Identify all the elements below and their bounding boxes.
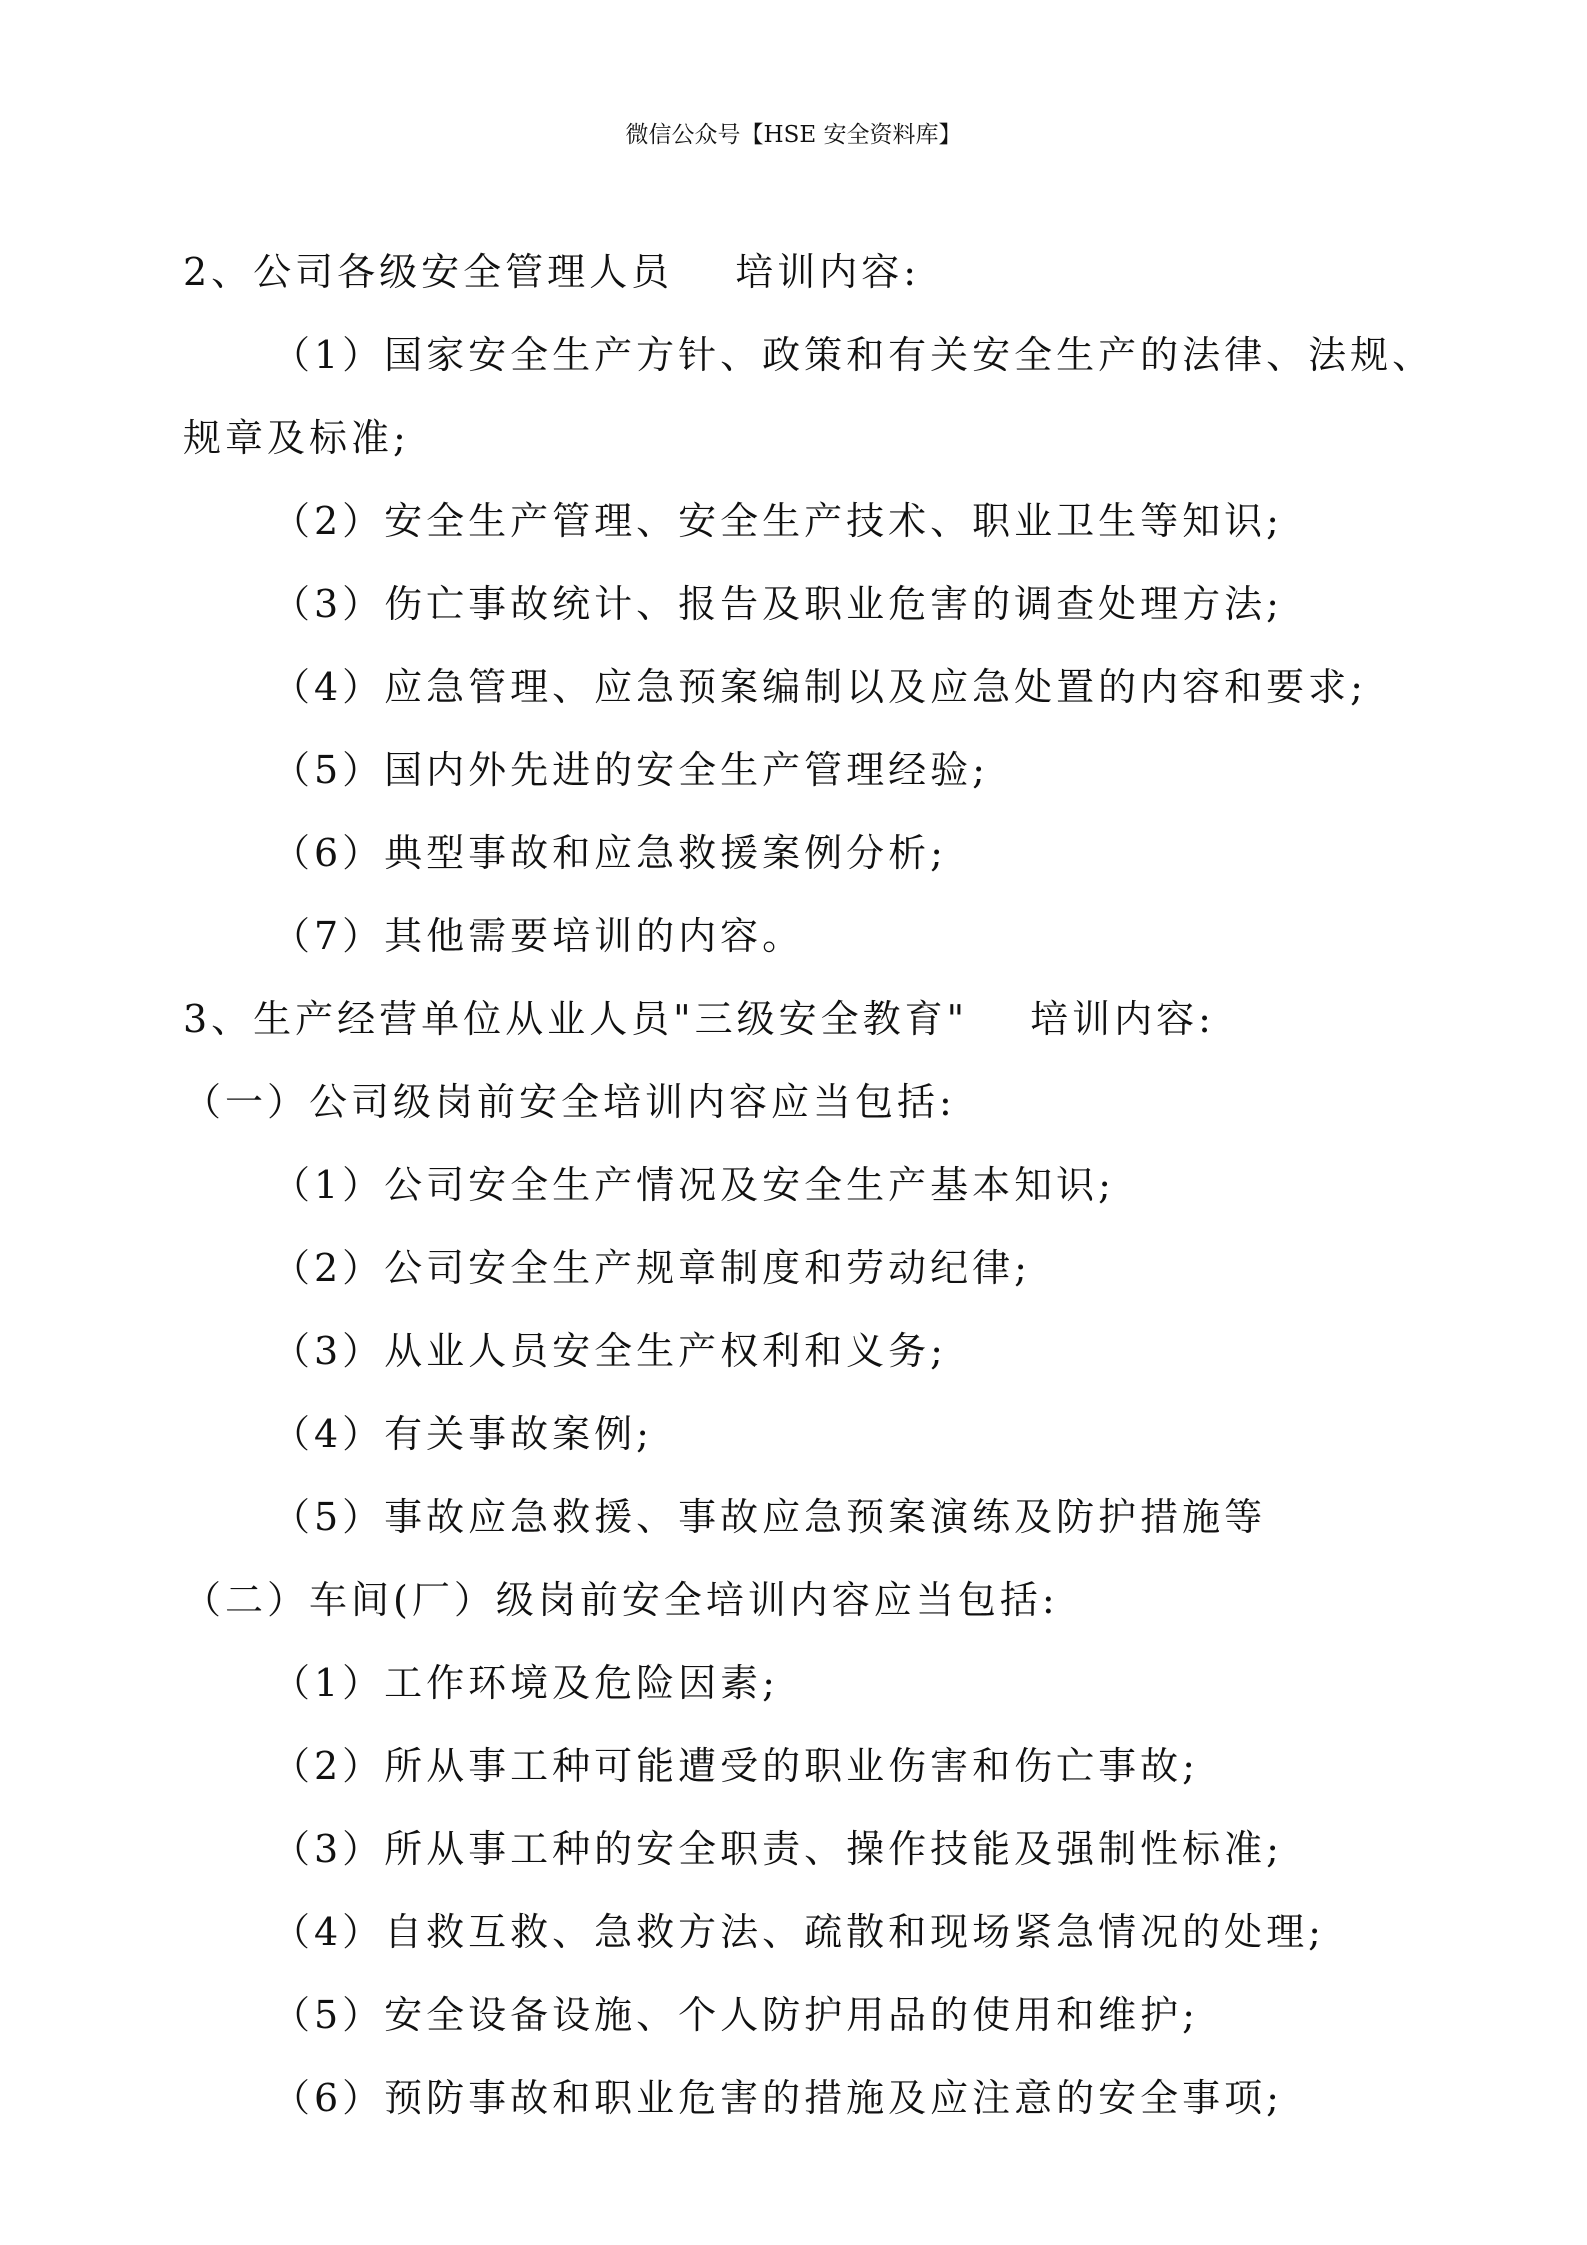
subsection-1-item: （4）有关事故案例; [272,1412,653,1456]
section-2-item: （1）国家安全生产方针、政策和有关安全生产的法律、法规、 [272,333,1435,377]
section-2-item: （2）安全生产管理、安全生产技术、职业卫生等知识; [272,499,1283,543]
subsection-1-item: （3）从业人员安全生产权利和义务; [272,1329,947,1373]
section-2-item-continuation: 规章及标准; [183,416,410,460]
section-2-title-text: 2、公司各级安全管理人员 [183,250,674,294]
subsection-2-item: （1）工作环境及危险因素; [272,1661,779,1705]
page-header: 微信公众号【HSE 安全资料库】 [625,122,962,148]
subsection-2-item: （3）所从事工种的安全职责、操作技能及强制性标准; [272,1827,1283,1871]
subsection-1-item: （1）公司安全生产情况及安全生产基本知识; [272,1163,1115,1207]
subsection-2-item: （4）自救互救、急救方法、疏散和现场紧急情况的处理; [272,1910,1325,1954]
section-3-title-text: 3、生产经营单位从业人员"三级安全教育" [183,997,969,1041]
subsection-1-heading: （一）公司级岗前安全培训内容应当包括: [183,1080,956,1124]
section-2-title-suffix: 培训内容: [735,250,920,294]
section-2-item: （4）应急管理、应急预案编制以及应急处置的内容和要求; [272,665,1367,709]
subsection-2-item: （5）安全设备设施、个人防护用品的使用和维护; [272,1993,1199,2037]
subsection-1-item: （5）事故应急救援、事故应急预案演练及防护措施等 [272,1495,1267,1539]
section-2-item: （5）国内外先进的安全生产管理经验; [272,748,989,792]
subsection-2-item: （2）所从事工种可能遭受的职业伤害和伤亡事故; [272,1744,1199,1788]
subsection-2-item: （6）预防事故和职业危害的措施及应注意的安全事项; [272,2076,1283,2120]
section-3-title-suffix: 培训内容: [1030,997,1215,1041]
section-2-item: （7）其他需要培训的内容。 [272,914,805,958]
section-2-title [183,247,920,297]
section-2-item: （3）伤亡事故统计、报告及职业危害的调查处理方法; [272,582,1283,626]
subsection-2-heading: （二）车间(厂）级岗前安全培训内容应当包括: [183,1578,1059,1622]
subsection-1-item: （2）公司安全生产规章制度和劳动纪律; [272,1246,1031,1290]
section-3-title [183,994,1215,1044]
section-2-item: （6）典型事故和应急救援案例分析; [272,831,947,875]
